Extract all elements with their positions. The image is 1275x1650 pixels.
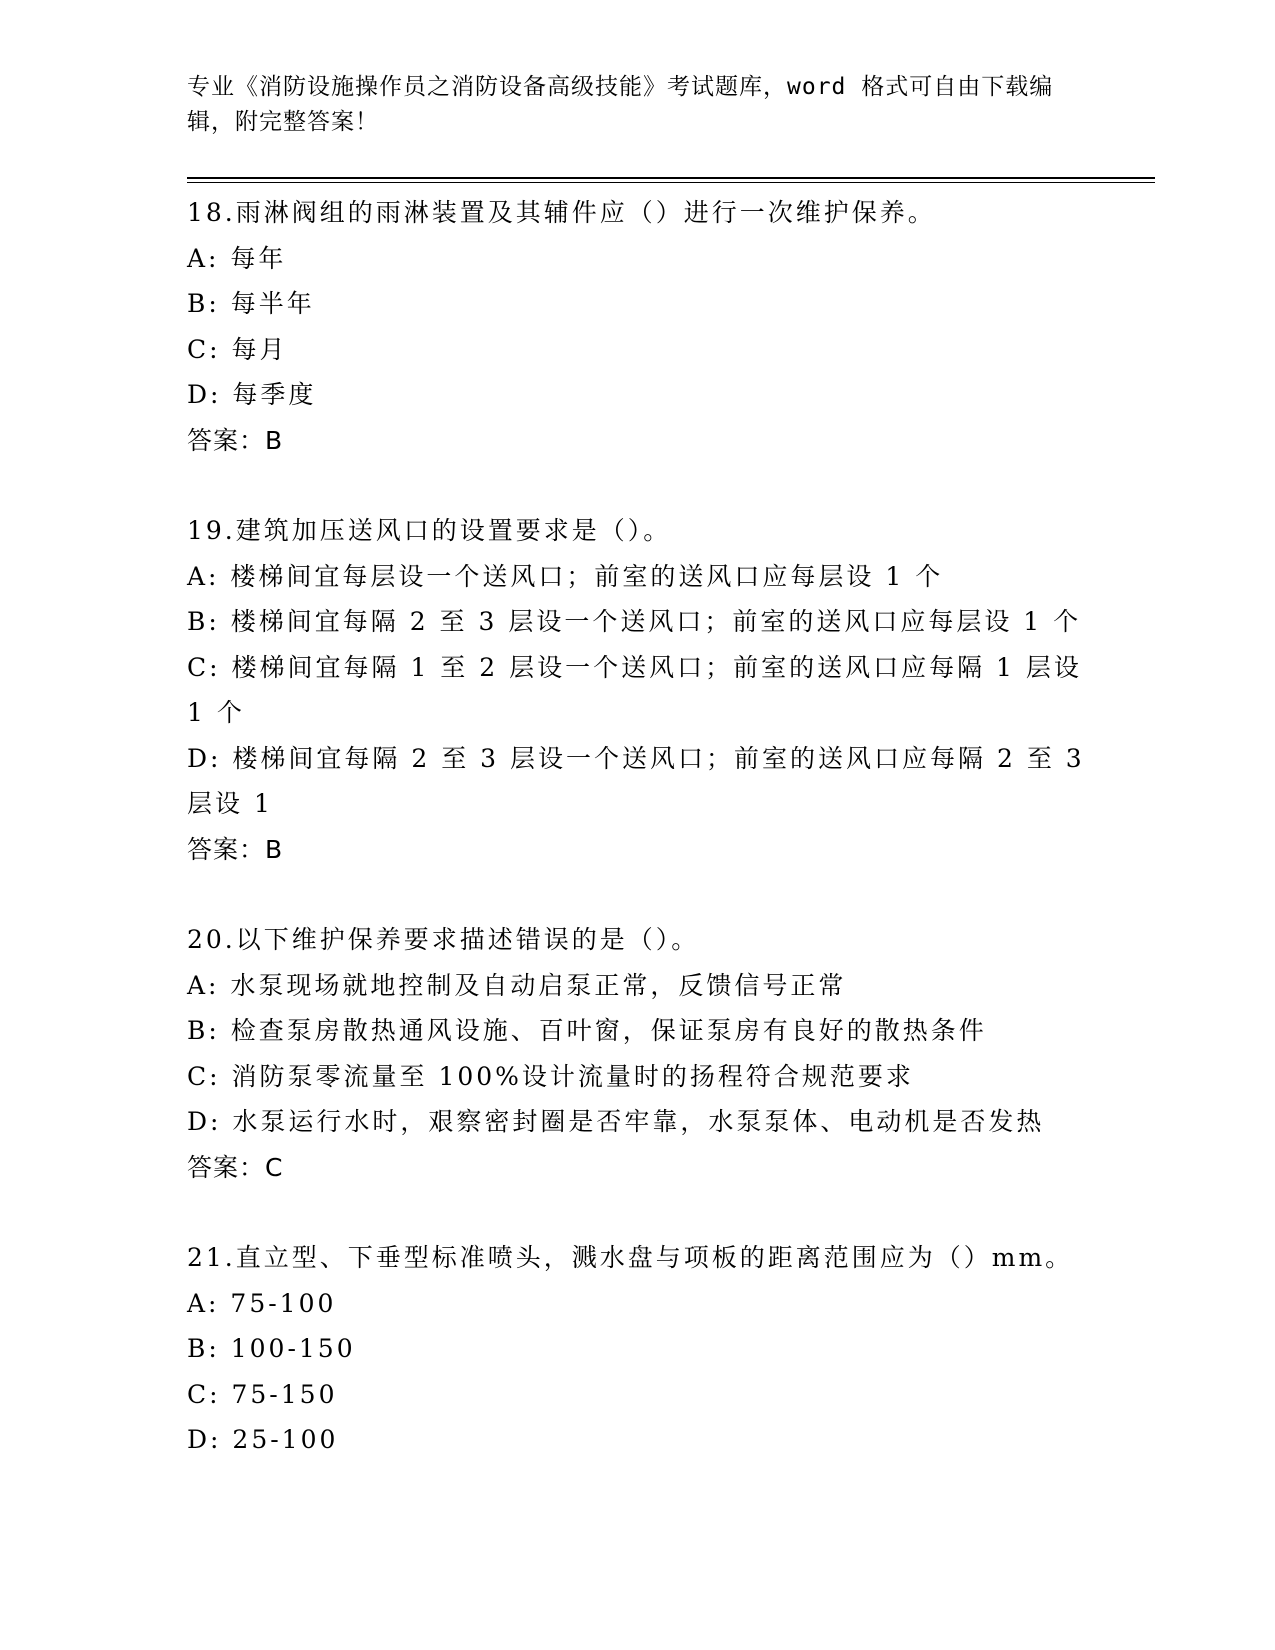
option-b: B: 100-150 [187, 1334, 356, 1363]
option-c: C: 楼梯间宜每隔 1 至 2 层设一个送风口；前室的送风口应每隔 1 层设 1 个 [187, 652, 1082, 727]
option-a: A: 75-100 [187, 1288, 337, 1318]
option-a: A: 楼梯间宜每层设一个送风口；前室的送风口应每层设 1 个 [187, 561, 944, 591]
question-21 [187, 1235, 1087, 1463]
option-d: D: 楼梯间宜每隔 2 至 3 层设一个送风口；前室的送风口应每隔 2 至 3 层设 1 [187, 743, 1085, 818]
question-list [187, 190, 1087, 1508]
question-20 [187, 917, 1087, 1190]
question-stem: 19.建筑加压送风口的设置要求是（）。 [187, 516, 672, 545]
question-stem: 18.雨淋阀组的雨淋装置及其辅件应（）进行一次维护保养。 [187, 198, 936, 227]
question-stem: 21.直立型、下垂型标准喷头，溅水盘与项板的距离范围应为（）mm。 [187, 1243, 1074, 1272]
document-intro-text: 专业《消防设施操作员之消防设备高级技能》考试题库，word 格式可自由下载编辑，附完整答案！ [187, 74, 1054, 135]
answer-line: 答案：B [187, 425, 284, 455]
question-stem: 20.以下维护保养要求描述错误的是（）。 [187, 925, 700, 954]
option-a: A: 水泵现场就地控制及自动启泵正常，反馈信号正常 [187, 970, 847, 1000]
answer-line: 答案：B [187, 834, 284, 864]
question-18 [187, 190, 1087, 463]
question-19 [187, 508, 1087, 872]
header-divider-thick [187, 177, 1155, 179]
option-b: B: 每半年 [187, 289, 315, 318]
option-c: C: 每月 [187, 334, 288, 364]
header-divider-thin [187, 182, 1155, 183]
option-b: B: 检查泵房散热通风设施、百叶窗，保证泵房有良好的散热条件 [187, 1016, 987, 1045]
option-c: C: 75-150 [187, 1379, 338, 1409]
answer-line: 答案：C [187, 1152, 284, 1182]
option-d: D: 25-100 [187, 1425, 339, 1454]
option-d: D: 每季度 [187, 380, 317, 409]
option-d: D: 水泵运行水时，艰察密封圈是否牢靠，水泵泵体、电动机是否发热 [187, 1107, 1045, 1136]
option-b: B: 楼梯间宜每隔 2 至 3 层设一个送风口；前室的送风口应每层设 1 个 [187, 607, 1082, 636]
option-a: A: 每年 [187, 243, 287, 273]
option-c: C: 消防泵零流量至 100%设计流量时的扬程符合规范要求 [187, 1061, 914, 1091]
